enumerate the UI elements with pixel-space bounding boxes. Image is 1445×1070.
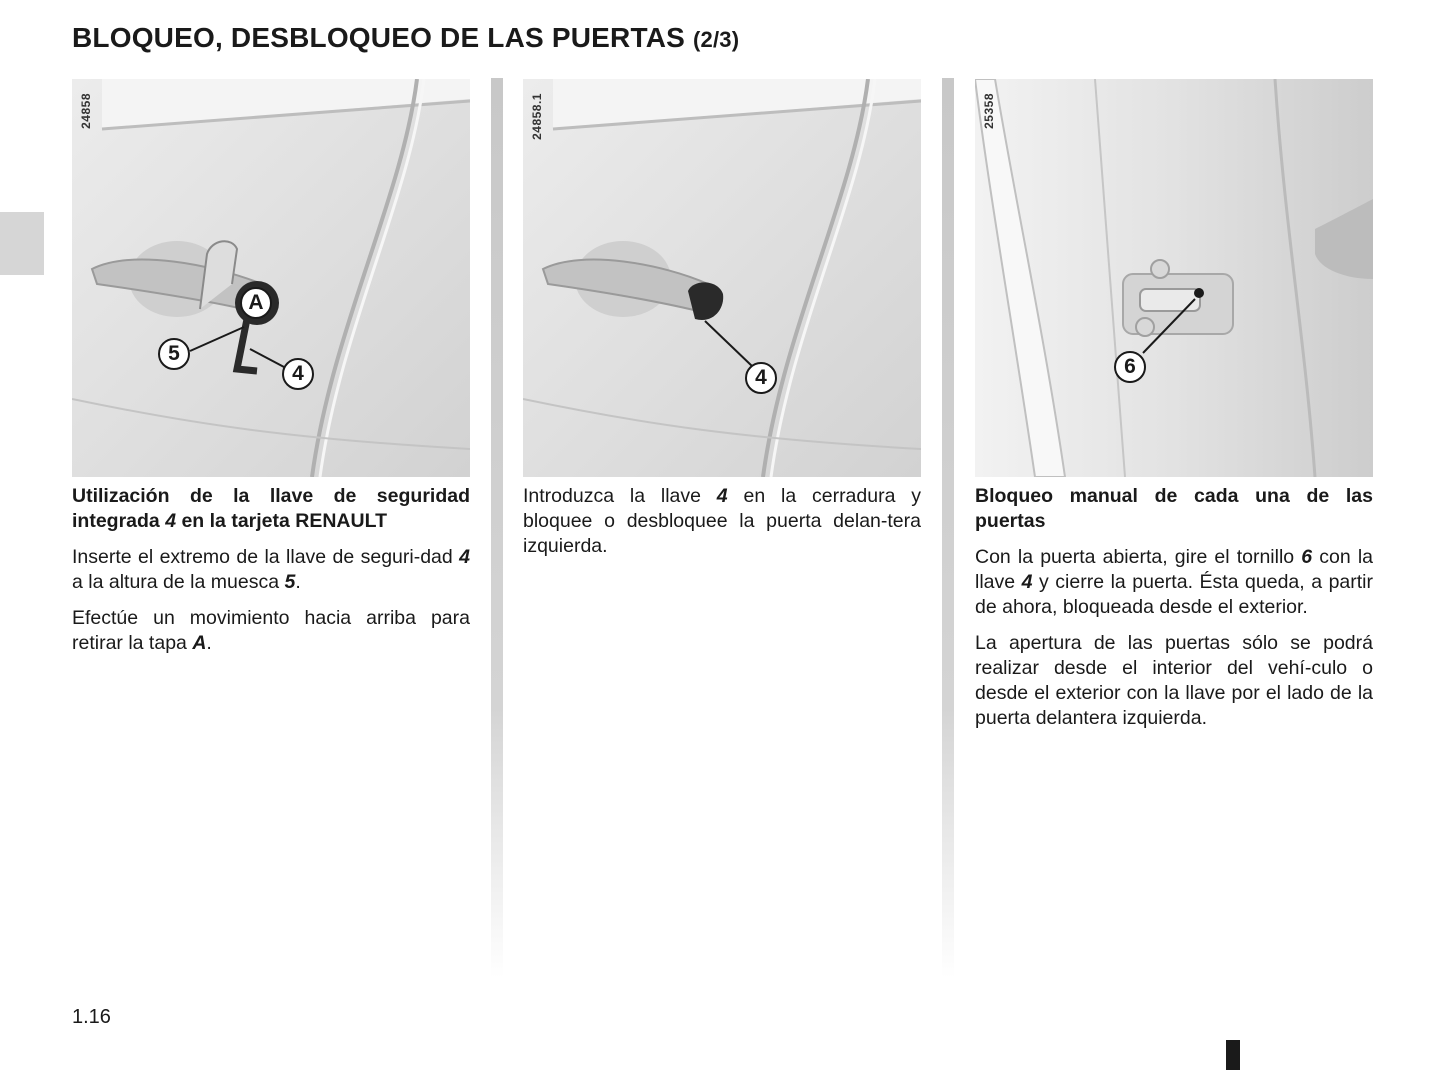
figure-code: 24858: [79, 93, 93, 129]
door-handle-illustration: [72, 79, 470, 477]
section-tab: [0, 212, 44, 275]
paragraph-text: Con la puerta abierta, gire el tornillo: [975, 546, 1302, 568]
figure-door-handle-cap: [72, 79, 470, 477]
paragraph-text: en la cerradura y bloquee o desbloquee la puerta delan-tera izquierda.: [523, 485, 921, 557]
ref-cap-A: A: [192, 632, 207, 654]
section-heading: [72, 484, 470, 534]
figure-code: 25358: [982, 93, 996, 129]
paragraph-text: Efectúe un movimiento hacia arriba para retirar la tapa: [72, 607, 470, 654]
paragraph-text: y cierre la puerta. Ésta queda, a partir de ahora, bloqueada desde el exterior.: [975, 571, 1374, 618]
figure-key-in-lock: [523, 79, 921, 477]
figure-door-latch-screw: [975, 79, 1373, 477]
paragraph-text: Inserte el extremo de la llave de seguri-dad: [72, 546, 460, 568]
ref-key-4: 4: [459, 546, 470, 568]
title-page-part: (2/3): [692, 27, 740, 52]
door-latch-illustration: [975, 79, 1373, 477]
callout-label-A: A: [240, 287, 272, 319]
text-column-1: [72, 484, 470, 667]
paragraph-text: con la llave: [975, 546, 1374, 593]
callout-label-4: 4: [745, 362, 777, 394]
text-column-2: [523, 484, 921, 570]
ref-key-4: 4: [716, 485, 728, 507]
paragraph-text: Introduzca la llave: [523, 485, 717, 507]
paragraph-text: a la altura de la muesca: [72, 571, 285, 593]
paragraph: [975, 545, 1373, 620]
column-divider-1: [491, 78, 503, 978]
page-edge-marker: [1226, 1040, 1240, 1070]
paragraph: [72, 545, 470, 595]
ref-key-4: 4: [1021, 571, 1033, 593]
callout-label-5: 5: [158, 338, 190, 370]
text-column-3: [975, 484, 1373, 742]
ref-key-4: 4: [165, 510, 177, 532]
paragraph-text: .: [295, 571, 301, 593]
title-text: BLOQUEO, DESBLOQUEO DE LAS PUERTAS: [72, 22, 685, 53]
callout-label-4: 4: [282, 358, 314, 390]
page-number: 1.16: [72, 1006, 111, 1028]
ref-notch-5: 5: [284, 571, 296, 593]
paragraph-text: .: [206, 632, 212, 654]
callout-label-6: 6: [1114, 351, 1146, 383]
door-lock-illustration: [523, 79, 921, 477]
page-title: [72, 22, 739, 54]
section-heading: Bloqueo manual de cada una de las puertas: [975, 485, 1373, 532]
ref-screw-6: 6: [1301, 546, 1313, 568]
paragraph: [72, 606, 470, 656]
paragraph: La apertura de las puertas sólo se podrá realizar desde el interior del vehí-culo o desde el exterior con la llave por el lado de la puerta delantera izquierda.: [975, 632, 1373, 729]
heading-text: Utilización de la llave de seguridad integrada: [72, 485, 470, 532]
heading-text: en la tarjeta RENAULT: [176, 510, 387, 532]
column-divider-2: [942, 78, 954, 978]
paragraph: [523, 484, 921, 559]
figure-code: 24858.1: [530, 93, 544, 140]
